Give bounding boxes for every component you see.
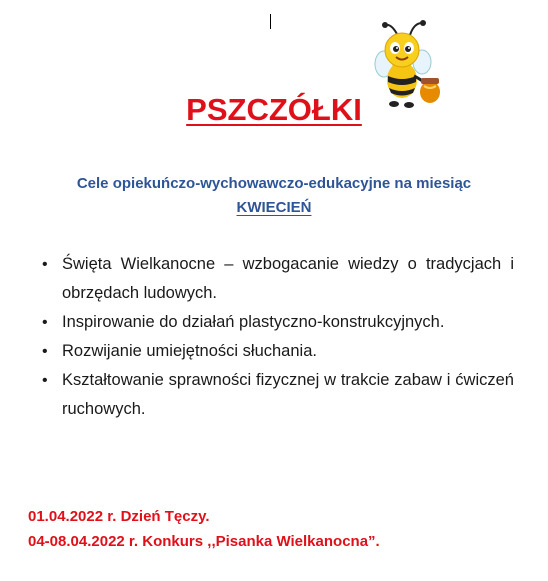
bullet-icon: • bbox=[42, 256, 48, 273]
list-item bbox=[40, 337, 514, 366]
page-title bbox=[0, 92, 548, 128]
list-item bbox=[40, 366, 514, 424]
goal-text: Kształtowanie sprawności fizycznej w trakcie zabaw i ćwiczeń ruchowych. bbox=[62, 371, 514, 418]
bullet-icon: • bbox=[42, 343, 48, 360]
month-text: KWIECIEŃ bbox=[236, 199, 312, 216]
text-cursor bbox=[270, 14, 271, 29]
events-section bbox=[28, 504, 380, 554]
month-heading bbox=[0, 199, 548, 216]
goals-list bbox=[40, 250, 514, 424]
subtitle: Cele opiekuńczo-wychowawczo-edukacyjne na miesiąc bbox=[76, 175, 472, 192]
goal-text: Inspirowanie do działań plastyczno-konstrukcyjnych. bbox=[62, 313, 445, 331]
event-line: 04-08.04.2022 r. Konkurs ,,Pisanka Wielkanocna”. bbox=[28, 533, 380, 550]
bullet-icon: • bbox=[42, 314, 48, 331]
title-text: PSZCZÓŁKI bbox=[186, 92, 362, 127]
event-line: 01.04.2022 r. Dzień Tęczy. bbox=[28, 508, 210, 525]
list-item bbox=[40, 250, 514, 308]
goal-text: Święta Wielkanocne – wzbogacanie wiedzy o tradycjach i obrzędach ludowych. bbox=[62, 255, 514, 302]
list-item bbox=[40, 308, 514, 337]
bullet-icon: • bbox=[42, 372, 48, 389]
goal-text: Rozwijanie umiejętności słuchania. bbox=[62, 342, 317, 360]
